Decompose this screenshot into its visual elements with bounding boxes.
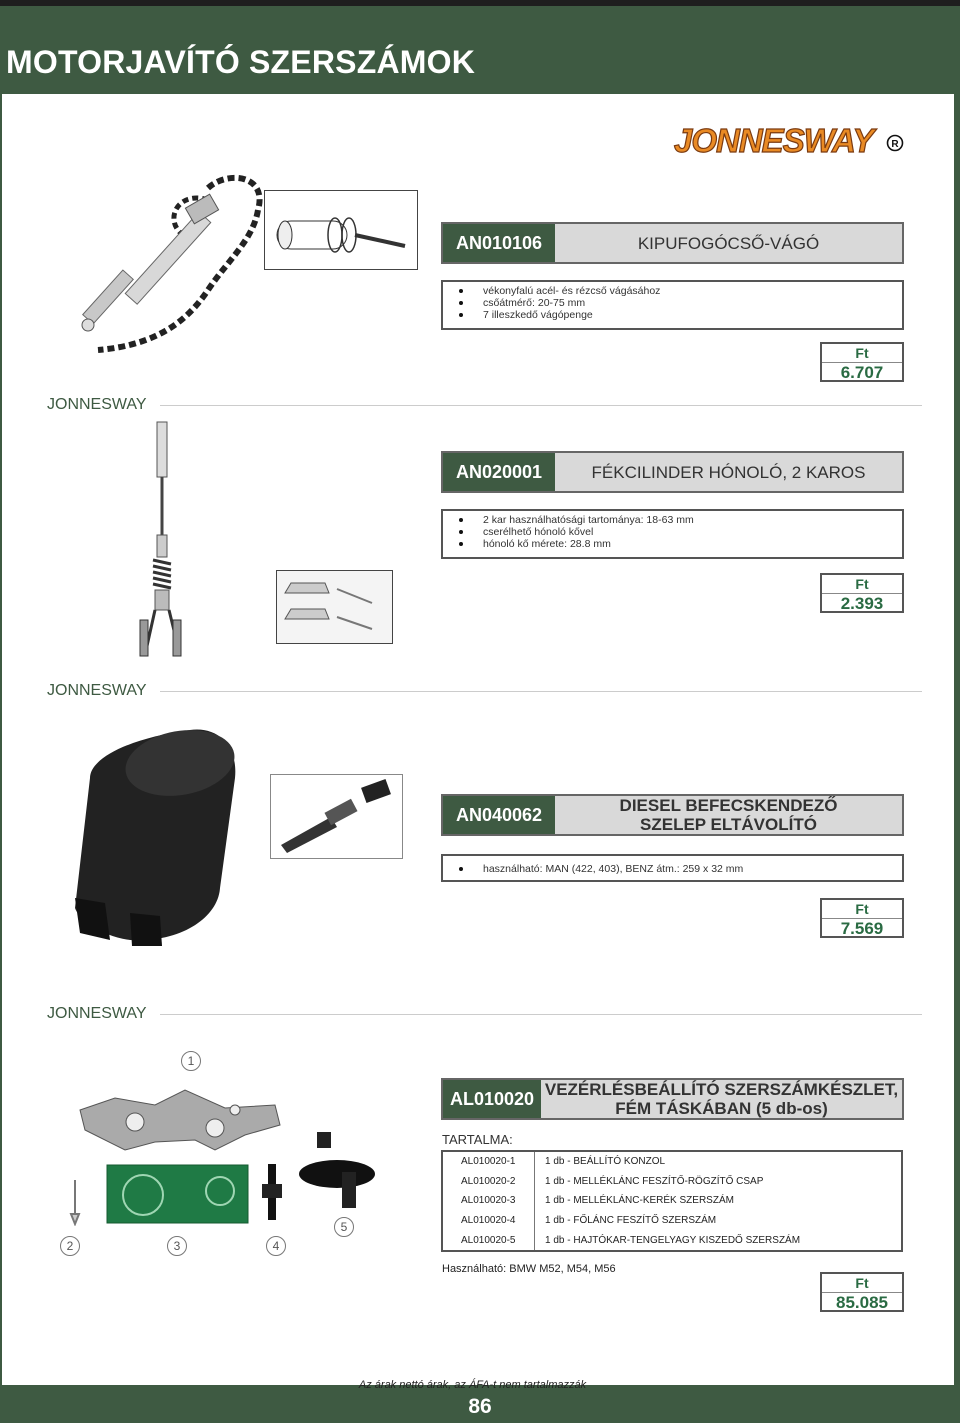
- injector-socket-image: [70, 718, 245, 948]
- spec-item: csőátmérő: 20-75 mm: [451, 297, 894, 309]
- product-name: [541, 1080, 902, 1118]
- divider: [160, 1014, 922, 1015]
- product-header-an010106: [441, 222, 904, 264]
- product-name-line2: FÉM TÁSKÁBAN (5 db-os): [615, 1099, 828, 1118]
- callout-5: 5: [334, 1217, 354, 1237]
- page-title: MOTORJAVÍTÓ SZERSZÁMOK: [6, 44, 476, 80]
- product-name: FÉKCILINDER HÓNOLÓ, 2 KAROS: [591, 462, 866, 482]
- part-desc: 1 db - FŐLÁNC FESZÍTŐ SZERSZÁM: [545, 1215, 717, 1227]
- brand-label: JONNESWAY: [47, 682, 147, 699]
- brand-label: JONNESWAY: [47, 396, 147, 413]
- price-value: 6.707: [840, 363, 884, 382]
- spec-item: hónoló kő mérete: 28.8 mm: [451, 538, 894, 550]
- price-box: [820, 898, 904, 938]
- product-specs: [441, 509, 904, 559]
- product-name: KIPUFOGÓCSŐ-VÁGÓ: [637, 233, 820, 253]
- price-box: [820, 1272, 904, 1312]
- brake-hone-image: [135, 420, 195, 660]
- pipe-cutter-detail-image: [264, 190, 418, 270]
- price-box: [820, 342, 904, 382]
- price-currency: Ft: [822, 900, 902, 919]
- svg-text:R: R: [891, 139, 899, 150]
- part-code: AL010020-3: [443, 1191, 535, 1211]
- table-row: [443, 1172, 901, 1192]
- product-name-line2: SZELEP ELTÁVOLÍTÓ: [640, 815, 817, 834]
- spec-item: 2 kar használhatósági tartománya: 18-63 mm: [451, 514, 894, 526]
- table-row: [443, 1191, 901, 1211]
- compatibility-note: Használható: BMW M52, M54, M56: [442, 1263, 616, 1275]
- price-currency: Ft: [822, 1274, 902, 1293]
- product-code: AN020001: [443, 453, 555, 491]
- divider: [160, 405, 922, 406]
- part-desc: 1 db - BEÁLLÍTÓ KONZOL: [545, 1156, 666, 1168]
- product-header-an020001: [441, 451, 904, 493]
- pipe-cutter-image: [58, 160, 268, 360]
- callout-4: 4: [266, 1236, 286, 1256]
- product-code: AL010020: [443, 1080, 541, 1118]
- price-box: [820, 573, 904, 613]
- part-desc: 1 db - HAJTÓKAR-TENGELYAGY KISZEDŐ SZERSZÁM: [545, 1234, 801, 1246]
- spec-item: cserélhető hónoló kővel: [451, 526, 894, 538]
- brand-logo: JONNESWAY: [674, 122, 874, 159]
- registered-icon: [886, 134, 904, 152]
- product-name: [555, 796, 902, 834]
- page-number: 86: [468, 1395, 492, 1418]
- price-value: 85.085: [836, 1293, 888, 1312]
- part-desc: 1 db - MELLÉKLÁNC-KERÉK SZERSZÁM: [545, 1195, 734, 1207]
- price-value: 7.569: [840, 919, 884, 938]
- part-code: AL010020-2: [443, 1172, 535, 1192]
- page-header: [0, 6, 960, 92]
- product-name-line1: DIESEL BEFECSKENDEZŐ: [619, 796, 838, 815]
- spec-item: használható: MAN (422, 403), BENZ átm.: 259 x 32 mm: [451, 863, 894, 875]
- product-header-an040062: [441, 794, 904, 836]
- tension-pin-image: [65, 1178, 85, 1226]
- parts-table: [441, 1150, 903, 1252]
- part-desc: 1 db - MELLÉKLÁNC FESZÍTŐ-RÖGZÍTŐ CSAP: [545, 1175, 764, 1187]
- price-currency: Ft: [822, 575, 902, 594]
- callout-1: 1: [181, 1051, 201, 1071]
- brand-label: JONNESWAY: [47, 1005, 147, 1022]
- product-specs: [441, 280, 904, 330]
- table-row: [443, 1152, 901, 1172]
- footer-note: [0, 1379, 960, 1391]
- spec-item: 7 illeszkedő vágópenge: [451, 309, 894, 321]
- contents-label: TARTALMA:: [442, 1132, 513, 1147]
- price-currency: Ft: [822, 344, 902, 363]
- sprocket-plate-image: [105, 1163, 250, 1225]
- product-code: AN010106: [443, 224, 555, 262]
- hub-puller-image: [297, 1132, 392, 1212]
- hone-stones-image: [276, 570, 393, 644]
- footer-note-text: Az árak nettó árak, az ÁFA-t nem tartalmazzák: [358, 1379, 587, 1391]
- table-row: [443, 1230, 901, 1250]
- product-code: AN040062: [443, 796, 555, 834]
- callout-3: 3: [167, 1236, 187, 1256]
- table-row: [443, 1211, 901, 1231]
- part-code: AL010020-4: [443, 1211, 535, 1231]
- price-value: 2.393: [840, 594, 884, 613]
- callout-2: 2: [60, 1236, 80, 1256]
- divider: [160, 691, 922, 692]
- product-name-line1: VEZÉRLÉSBEÁLLÍTÓ SZERSZÁMKÉSZLET,: [544, 1080, 899, 1099]
- product-header-al010020: [441, 1078, 904, 1120]
- part-code: AL010020-5: [443, 1230, 535, 1250]
- part-code: AL010020-1: [443, 1152, 535, 1172]
- spec-item: vékonyfalú acél- és rézcső vágásához: [451, 285, 894, 297]
- alignment-bracket-image: [75, 1080, 285, 1160]
- injector-image: [270, 774, 403, 859]
- chain-tensioner-image: [258, 1162, 286, 1222]
- product-specs: [441, 854, 904, 882]
